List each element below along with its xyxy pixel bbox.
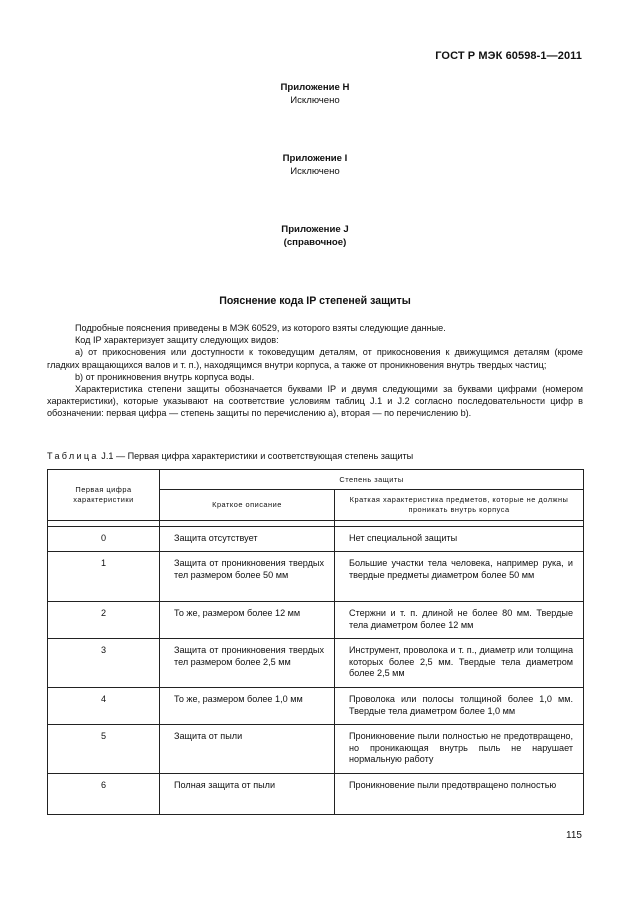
table-row [48,725,584,774]
section-title: Пояснение кода IP степеней защиты [219,295,411,307]
cell-objects: Проволока или полосы толщиной более 1,0 мм. Твердые тела диаметром более 1,0 мм [335,688,584,725]
table-row [48,774,584,815]
annex-i-status: Исключено [290,165,340,177]
table-row [48,552,584,602]
cell-objects: Нет специальной защиты [335,527,584,552]
cell-digit: 4 [48,688,160,725]
cell-protection: То же, размером более 12 мм [160,602,335,639]
document-standard-header: ГОСТ Р МЭК 60598-1—2011 [435,50,582,62]
annex-h-status: Исключено [290,94,340,106]
cell-protection: Защита от проникновения твердых тел размером более 2,5 мм [160,639,335,688]
cell-digit: 5 [48,725,160,774]
cell-digit: 2 [48,602,160,639]
paragraph: Код IP характеризует защиту следующих видов: [75,335,279,346]
paragraph: b) от проникновения внутрь корпуса воды. [75,371,255,382]
paragraph: а) от прикосновения или доступности к токоведущим деталям, от прикосновения к движущимся деталям (кроме гладких вращающихся валов и т. п.), находящимся внутри корпуса, а также от проникновения внутрь твердых частиц; [47,347,583,370]
cell-protection: То же, размером более 1,0 мм [160,688,335,725]
annex-i [0,153,630,178]
table-row [48,639,584,688]
col-header-digit: Первая цифра характеристики [48,470,160,521]
annex-i-title: Приложение I [282,153,348,164]
cell-objects: Большие участки тела человека, например рука, и твердые предметы диаметром более 50 мм [335,552,584,602]
cell-protection: Полная защита от пыли [160,774,335,815]
table-row [48,688,584,725]
table-caption-text: J.1 — Первая цифра характеристики и соответствующая степень защиты [98,451,414,461]
table-caption-label: Таблица [47,451,99,461]
table-caption [47,451,413,461]
cell-protection: Защита отсутствует [160,527,335,552]
page-number: 115 [566,830,582,841]
col-header-description: Краткое описание [160,490,335,521]
cell-objects: Проникновение пыли полностью не предотвращено, но проникающая внутрь пыль не нарушает нормальную работу [335,725,584,774]
annex-j [0,224,630,249]
annex-h-title: Приложение Н [280,82,350,93]
table-row [48,602,584,639]
table-row [48,527,584,552]
col-header-group: Степень защиты [160,470,584,490]
cell-objects: Инструмент, проволока и т. п., диаметр или толщина которых более 2,5 мм. Твердые тела диаметром более 2,5 мм [335,639,584,688]
annex-j-status: (справочное) [283,236,347,248]
cell-objects: Проникновение пыли предотвращено полностью [335,774,584,815]
paragraph: Характеристика степени защиты обозначается буквами IP и двумя следующими за буквами цифрами (номером характеристики), которые указывают на соответствие условиям таблиц J.1 и J.2 согласно последовательности цифр в обозначении: первая цифра — степень защиты по перечислению а), вторая — по перечислению b). [47,384,583,419]
body-text [47,322,583,420]
cell-digit: 0 [48,527,160,552]
col-header-objects: Краткая характеристика предметов, которые не должны проникать внутрь корпуса [335,490,584,521]
cell-objects: Стержни и т. п. длиной не более 80 мм. Твердые тела диаметром более 12 мм [335,602,584,639]
cell-digit: 6 [48,774,160,815]
cell-protection: Защита от проникновения твердых тел размером более 50 мм [160,552,335,602]
cell-digit: 1 [48,552,160,602]
cell-protection: Защита от пыли [160,725,335,774]
paragraph: Подробные пояснения приведены в МЭК 60529, из которого взяты следующие данные. [75,323,446,333]
annex-j-title: Приложение J [281,224,349,235]
cell-digit: 3 [48,639,160,688]
annex-h [0,82,630,107]
ip-first-digit-table [47,469,584,815]
